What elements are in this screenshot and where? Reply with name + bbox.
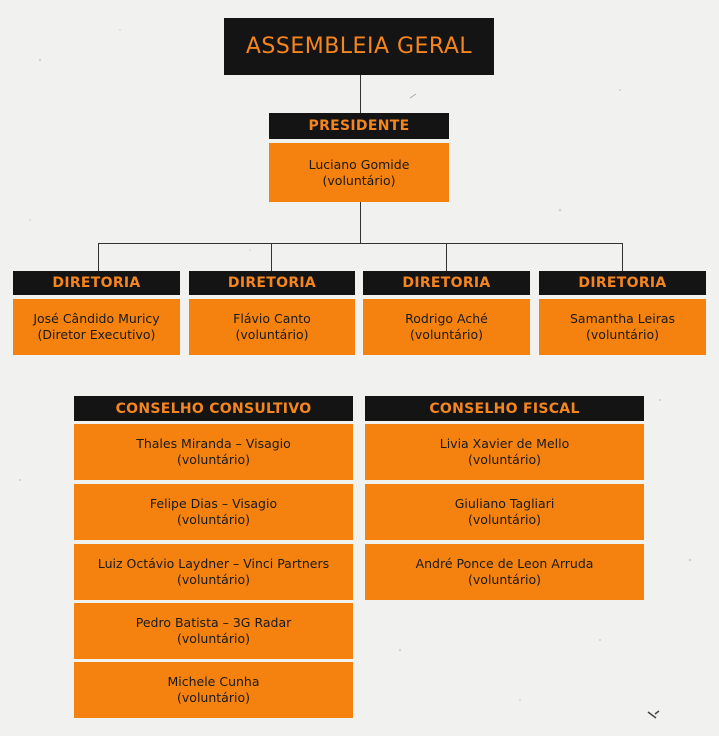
connector-directorate-2 [271, 243, 272, 271]
advisory-member-3-role: (voluntário) [177, 572, 250, 587]
directorate-2-header: DIRETORIA [189, 271, 355, 295]
directorate-4-header: DIRETORIA [539, 271, 706, 295]
connector-horizontal-bus [98, 243, 623, 244]
advisory-member-1-role: (voluntário) [177, 452, 250, 467]
fiscal-member-3-role: (voluntário) [468, 572, 541, 587]
advisory-member-2-role: (voluntário) [177, 512, 250, 527]
president-box [269, 143, 449, 202]
directorate-3-role: (voluntário) [410, 327, 483, 342]
directorate-1-header: DIRETORIA [13, 271, 180, 295]
directorate-4-name: Samantha Leiras [569, 311, 676, 326]
directorate-4-box [539, 299, 706, 355]
advisory-member-4-name: Pedro Batista – 3G Radar [135, 615, 292, 630]
president-header: PRESIDENTE [269, 113, 449, 139]
directorate-1-box [13, 299, 180, 355]
president-role: (voluntário) [322, 172, 396, 188]
fiscal-member-1 [365, 424, 644, 480]
directorate-4-role: (voluntário) [586, 327, 659, 342]
president-name: Luciano Gomide [308, 156, 410, 172]
connector-president-bus [360, 202, 361, 244]
connector-assembly-president [360, 75, 361, 113]
fiscal-member-3-name: André Ponce de Leon Arruda [415, 556, 594, 571]
directorate-1-role: (Diretor Executivo) [37, 327, 156, 342]
advisory-member-3 [74, 544, 353, 600]
fiscal-member-1-role: (voluntário) [468, 452, 541, 467]
fiscal-council-header: CONSELHO FISCAL [365, 396, 644, 421]
directorate-2-role: (voluntário) [235, 327, 309, 342]
fiscal-member-2-name: Giuliano Tagliari [454, 496, 555, 511]
directorate-3-name: Rodrigo Aché [405, 311, 488, 326]
assembly-title: ASSEMBLEIA GERAL [224, 18, 494, 75]
advisory-member-5 [74, 662, 353, 718]
advisory-member-1-name: Thales Miranda – Visagio [136, 436, 291, 451]
fiscal-member-2 [365, 484, 644, 540]
directorate-3-box [363, 299, 530, 355]
advisory-member-5-name: Michele Cunha [167, 674, 260, 689]
directorate-2-name: Flávio Canto [233, 311, 311, 326]
fiscal-member-1-name: Livia Xavier de Mello [439, 436, 570, 451]
advisory-member-3-name: Luiz Octávio Laydner – Vinci Partners [97, 556, 330, 571]
advisory-member-5-role: (voluntário) [177, 690, 250, 705]
advisory-member-2-name: Felipe Dias – Visagio [149, 496, 278, 511]
fiscal-member-3 [365, 544, 644, 600]
directorate-2-box [189, 299, 355, 355]
advisory-council-header: CONSELHO CONSULTIVO [74, 396, 353, 421]
connector-directorate-3 [446, 243, 447, 271]
advisory-member-4 [74, 603, 353, 659]
advisory-member-1 [74, 424, 353, 480]
connector-directorate-4 [622, 243, 623, 271]
directorate-3-header: DIRETORIA [363, 271, 530, 295]
advisory-member-4-role: (voluntário) [177, 631, 250, 646]
advisory-member-2 [74, 484, 353, 540]
fiscal-member-2-role: (voluntário) [468, 512, 541, 527]
directorate-1-name: José Cândido Muricy [33, 311, 160, 326]
connector-directorate-1 [98, 243, 99, 271]
